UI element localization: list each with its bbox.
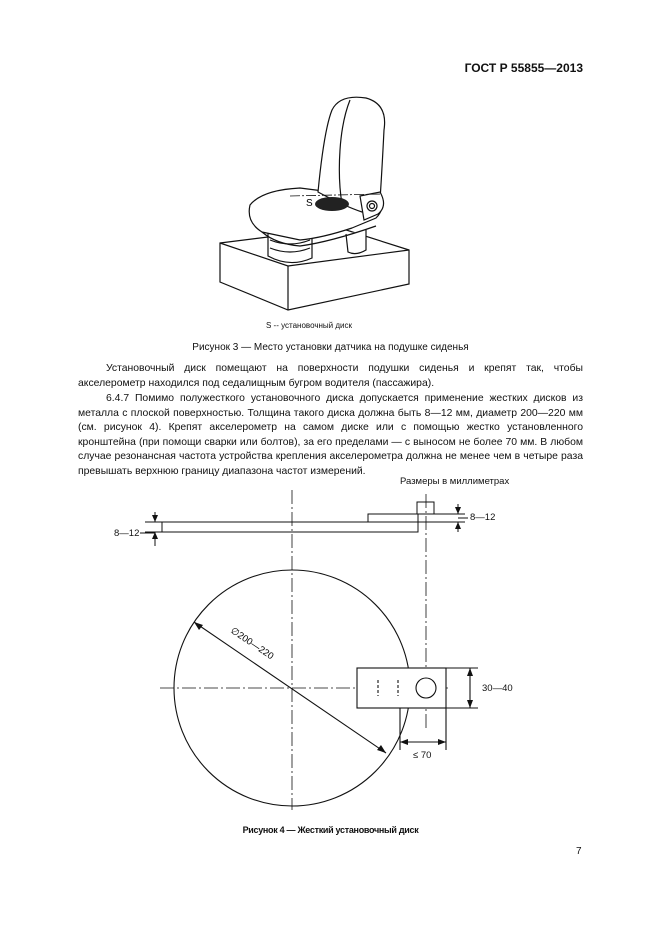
paragraph-text: Установочный диск помещают на поверхности подушки сиденья и крепят так, чтобы акселерометр находился под седалищным бугром водителя (пассажира).	[78, 363, 583, 389]
seat-s-label: S	[306, 198, 313, 209]
mounting-disc-marker	[315, 197, 349, 211]
paragraph-disc-placement	[78, 362, 583, 391]
paragraph-6-4-7	[78, 392, 583, 480]
center-lines	[160, 490, 448, 810]
side-dim-arrows	[152, 507, 461, 539]
figure3-legend: S -- установочный диск	[266, 321, 353, 330]
bracket-height-label: 30—40	[482, 683, 513, 694]
thickness-label-left: 8—12	[114, 528, 140, 539]
figure4-caption: Рисунок 4 — Жесткий установочный диск	[242, 825, 419, 835]
dimensions-note: Размеры в миллиметрах	[400, 476, 510, 487]
figure3-caption: Рисунок 3 — Место установки датчика на подушке сиденья	[192, 342, 469, 353]
offset-label: ≤ 70	[413, 750, 432, 761]
page-number: 7	[576, 846, 582, 857]
paragraph-text: 6.4.7 Помимо полужесткого установочного диска допускается применение жестких дисков из металла с плоской поверхностью. Толщина такого диска должна быть 8—12 мм, диаметр 200—220 мм (см. рисунок 4). Крепят акселерометр на самом диске или с помощью жестко установленного кронштейна (при помощи сварки или болтов), за его пределами — с выносом не более 70 мм. В любом случае резонансная частота устройства крепления акселерометра должна не менее чем в четыре раза превышать верхнюю границу диапазона частот измерений.	[78, 393, 583, 477]
diameter-label: ∅200—220	[228, 625, 276, 663]
standard-designation: ГОСТ Р 55855—2013	[464, 61, 583, 75]
thickness-label-right: 8—12	[470, 512, 496, 523]
seat-illustration	[220, 97, 409, 310]
disc-side-view	[140, 502, 468, 546]
